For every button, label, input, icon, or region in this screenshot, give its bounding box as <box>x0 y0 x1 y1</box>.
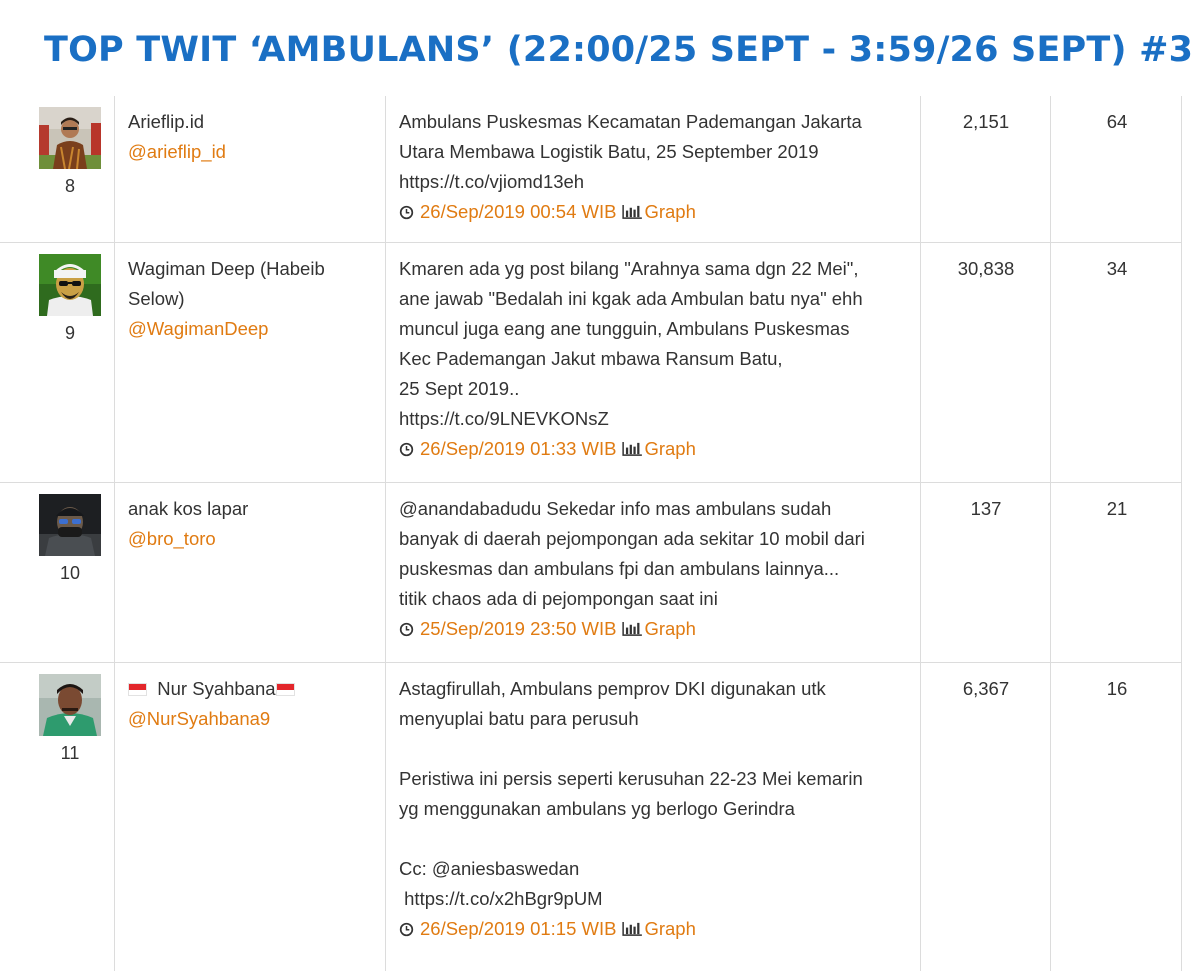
tweet-text-line: Utara Membawa Logistik Batu, 25 September 2019 <box>399 141 819 162</box>
stat-count-2: 16 <box>1106 678 1128 699</box>
user-display-name: anak kos lapar <box>128 498 249 519</box>
avatar[interactable] <box>39 674 101 736</box>
tweet-text-line: ane jawab "Bedalah ini kgak ada Ambulan batu nya" ehh <box>399 288 863 309</box>
tweet-text-line: titik chaos ada di pejompongan saat ini <box>399 588 718 609</box>
tweet-meta <box>399 614 911 644</box>
tweet-text-line: menyuplai batu para perusuh <box>399 708 639 729</box>
avatar[interactable] <box>39 254 101 316</box>
clock-icon <box>399 922 414 937</box>
user-cell <box>128 96 380 242</box>
tweet-text-cell <box>399 243 911 482</box>
stat-count-2: 21 <box>1106 498 1128 519</box>
clock-icon <box>399 442 414 457</box>
table-row <box>0 96 1182 243</box>
rank-number: 10 <box>59 563 81 583</box>
avatar-cell <box>30 243 110 482</box>
table-row <box>0 483 1182 663</box>
tweet-meta <box>399 434 911 464</box>
page-title: TOP TWIT ‘AMBULANS’ (22:00/25 SEPT - 3:59/26 SEPT) #3 <box>44 30 1194 70</box>
tweet-text-line: puskesmas dan ambulans fpi dan ambulans lainnya... <box>399 558 840 579</box>
indonesia-flag-icon <box>276 683 295 696</box>
tweet-text-cell <box>399 96 911 242</box>
bar-chart-icon <box>622 441 643 456</box>
tweet-url-link[interactable]: https://t.co/x2hBgr9pUM <box>399 888 603 909</box>
tweets-table <box>0 96 1200 971</box>
stat-count-1: 137 <box>970 498 1002 519</box>
clock-icon <box>399 205 414 220</box>
table-row <box>0 663 1182 971</box>
tweet-url-link[interactable]: https://t.co/9LNEVKONsZ <box>399 408 609 429</box>
user-display-name: Arieflip.id <box>128 111 205 132</box>
tweet-time-link[interactable]: 26/Sep/2019 01:33 WIB <box>420 438 617 459</box>
bar-chart-icon <box>622 621 643 636</box>
tweet-time-link[interactable]: 26/Sep/2019 01:15 WIB <box>420 918 617 939</box>
tweet-text-line: muncul juga eang ane tungguin, Ambulans Puskesmas <box>399 318 850 339</box>
tweet-text-line: Cc: @aniesbaswedan <box>399 858 580 879</box>
tweet-text-line <box>399 734 911 764</box>
tweet-text-line: Ambulans Puskesmas Kecamatan Pademangan Jakarta <box>399 111 862 132</box>
stat-count-1: 30,838 <box>957 258 1015 279</box>
stat-count-2: 34 <box>1106 258 1128 279</box>
tweet-text-line: Kmaren ada yg post bilang "Arahnya sama dgn 22 Mei", <box>399 258 859 279</box>
user-display-name-row <box>128 674 380 704</box>
avatar-cell <box>30 483 110 662</box>
tweet-meta <box>399 197 911 227</box>
avatar-cell <box>30 663 110 971</box>
stat-count-1: 6,367 <box>962 678 1010 699</box>
rank-number: 8 <box>64 176 75 196</box>
tweet-text-line: yg menggunakan ambulans yg berlogo Gerindra <box>399 798 795 819</box>
tweet-meta <box>399 914 911 944</box>
graph-link[interactable]: Graph <box>644 438 696 459</box>
tweet-text-cell <box>399 663 911 971</box>
tweet-text-line: Peristiwa ini persis seperti kerusuhan 22-23 Mei kemarin <box>399 768 863 789</box>
tweet-text-line: banyak di daerah pejompongan ada sekitar 10 mobil dari <box>399 528 865 549</box>
table-row <box>0 243 1182 483</box>
stat-count-2: 64 <box>1106 111 1128 132</box>
user-handle-link[interactable]: @bro_toro <box>128 528 216 549</box>
stat-count-1: 2,151 <box>962 111 1010 132</box>
rank-number: 11 <box>60 743 80 763</box>
tweet-text-cell <box>399 483 911 662</box>
tweet-text-line: Kec Pademangan Jakut mbawa Ransum Batu, <box>399 348 783 369</box>
tweet-url-link[interactable]: https://t.co/vjiomd13eh <box>399 171 585 192</box>
graph-link[interactable]: Graph <box>644 618 696 639</box>
indonesia-flag-icon <box>128 683 147 696</box>
tweet-time-link[interactable]: 25/Sep/2019 23:50 WIB <box>420 618 617 639</box>
clock-icon <box>399 622 414 637</box>
user-display-name-line: Selow) <box>128 288 185 309</box>
avatar[interactable] <box>39 494 101 556</box>
avatar-cell <box>30 96 110 242</box>
avatar[interactable] <box>39 107 101 169</box>
user-handle-link[interactable]: @arieflip_id <box>128 141 226 162</box>
tweet-time-link[interactable]: 26/Sep/2019 00:54 WIB <box>420 201 617 222</box>
user-display-name-line: Wagiman Deep (Habeib <box>128 258 325 279</box>
tweet-text-line: @anandabadudu Sekedar info mas ambulans sudah <box>399 498 832 519</box>
user-display-name: Nur Syahbana <box>157 678 276 699</box>
tweet-text-line <box>399 824 911 854</box>
tweet-text-line: 25 Sept 2019.. <box>399 378 520 399</box>
bar-chart-icon <box>622 921 643 936</box>
tweet-text-line: Astagfirullah, Ambulans pemprov DKI digunakan utk <box>399 678 826 699</box>
bar-chart-icon <box>622 204 643 219</box>
user-cell <box>128 483 380 662</box>
user-cell <box>128 243 380 482</box>
graph-link[interactable]: Graph <box>644 918 696 939</box>
rank-number: 9 <box>64 323 75 343</box>
user-cell <box>128 663 380 971</box>
user-handle-link[interactable]: @NurSyahbana9 <box>128 708 271 729</box>
graph-link[interactable]: Graph <box>644 201 696 222</box>
user-handle-link[interactable]: @WagimanDeep <box>128 318 269 339</box>
